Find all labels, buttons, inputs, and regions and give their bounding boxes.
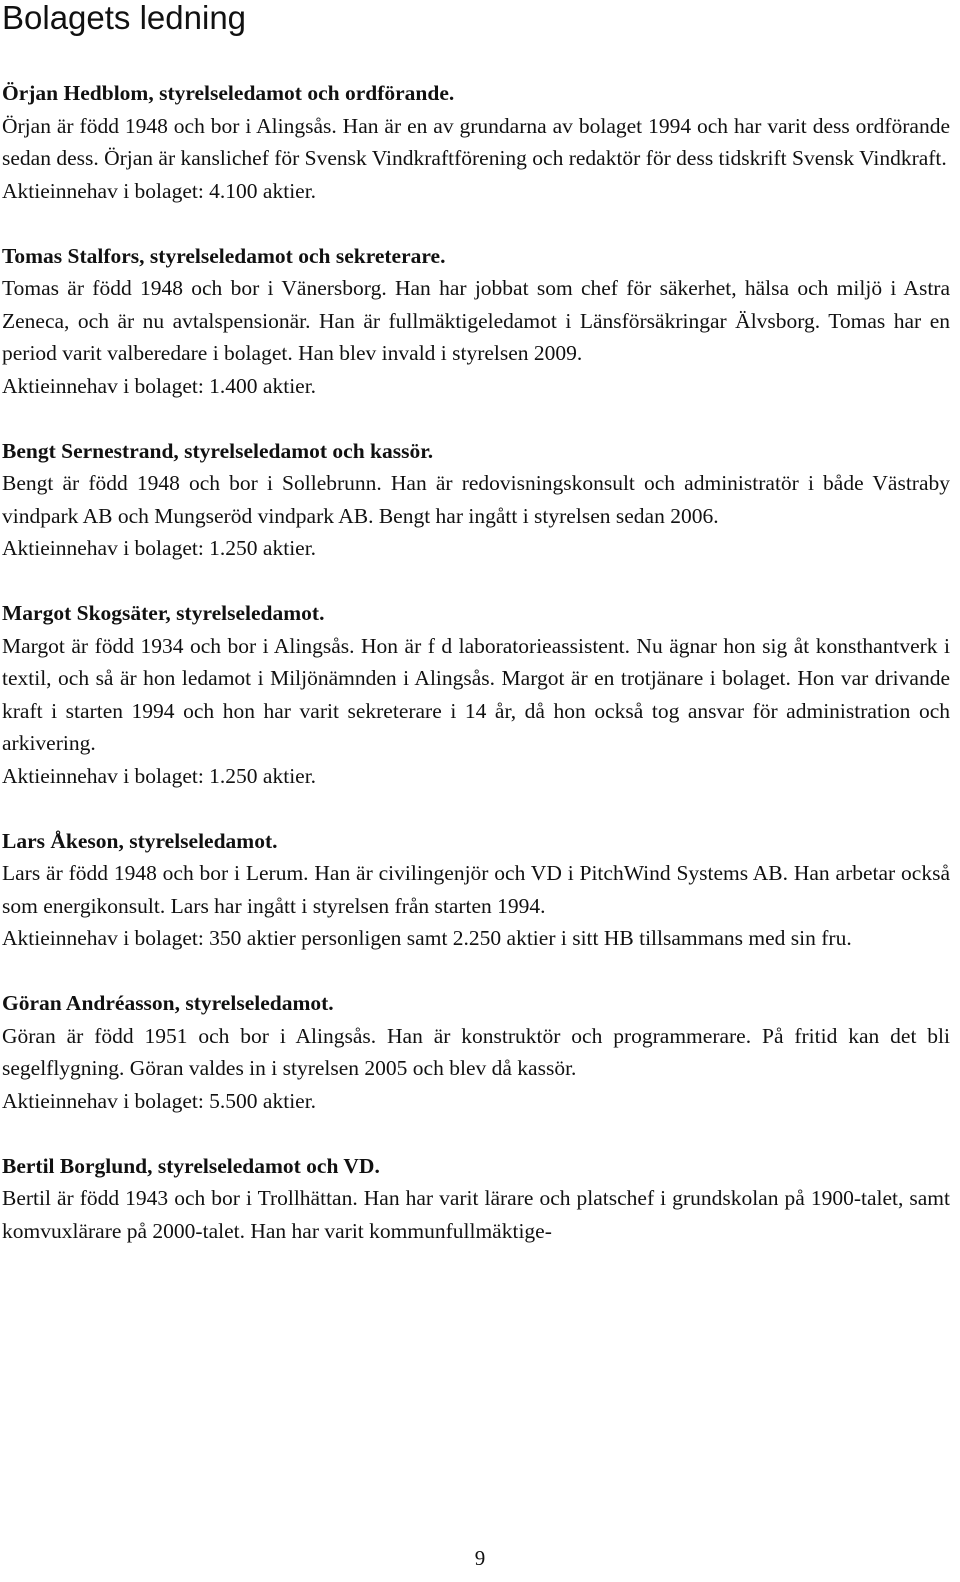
member-section bbox=[2, 240, 950, 403]
page-number: 9 bbox=[474, 1546, 486, 1570]
member-bio: Göran är född 1951 och bor i Alingsås. Han är konstruktör och programmerare. På fritid kan det bli segelflygning. Göran valdes in i styrelsen 2005 och blev då kassör. bbox=[2, 1023, 950, 1080]
member-bio: Tomas är född 1948 och bor i Vänersborg. Han har jobbat som chef för säkerhet, hälsa och miljö i Astra Zeneca, och är nu avtalspensionär. Han är fullmäktigeledamot i Länsförsäkringar Älvsborg. Tomas har en period varit valberedare i bolaget. Han blev invald i styrelsen 2009. bbox=[2, 276, 950, 365]
member-section bbox=[2, 987, 950, 1117]
member-holding: Aktieinnehav i bolaget: 1.250 aktier. bbox=[2, 763, 317, 788]
member-name: Örjan Hedblom, styrelseledamot och ordförande. bbox=[2, 81, 455, 105]
member-section bbox=[2, 1150, 950, 1248]
member-bio: Bertil är född 1943 och bor i Trollhättan. Han har varit lärare och platschef i grundskolan på 1900-talet, samt komvuxlärare på 2000-talet. Han har varit kommunfullmäktige- bbox=[2, 1186, 950, 1243]
member-name: Göran Andréasson, styrelseledamot. bbox=[2, 991, 334, 1015]
member-section bbox=[2, 597, 950, 792]
page-title: Bolagets ledning bbox=[2, 0, 247, 36]
member-holding: Aktieinnehav i bolaget: 1.250 aktier. bbox=[2, 536, 317, 560]
member-holding: Aktieinnehav i bolaget: 1.400 aktier. bbox=[2, 373, 317, 398]
member-name: Bengt Sernestrand, styrelseledamot och kassör. bbox=[2, 438, 434, 463]
document-body bbox=[2, 77, 950, 1280]
member-section bbox=[2, 825, 950, 955]
member-bio: Margot är född 1934 och bor i Alingsås. Hon är f d laboratorieassistent. Nu ägnar hon sig åt konsthantverk i textil, och så är hon ledamot i Miljönämnden i Alingsås. Margot är en trotjänare i bolaget. Hon var drivande kraft i starten 1994 och hon har varit sekreterare i 14 år, då hon också tog ansvar för administration och arkivering. bbox=[2, 633, 950, 755]
member-holding: Aktieinnehav i bolaget: 350 aktier personligen samt 2.250 aktier i sitt HB tillsammans med sin fru. bbox=[2, 926, 852, 950]
member-name: Margot Skogsäter, styrelseledamot. bbox=[2, 601, 325, 625]
member-name: Lars Åkeson, styrelseledamot. bbox=[2, 828, 278, 853]
member-bio: Bengt är född 1948 och bor i Sollebrunn. Han är redovisningskonsult och administratör i både Västraby vindpark AB och Mungseröd vindpark AB. Bengt har ingått i styrelsen sedan 2006. bbox=[2, 471, 950, 528]
member-name: Tomas Stalfors, styrelseledamot och sekreterare. bbox=[2, 243, 446, 268]
member-name: Bertil Borglund, styrelseledamot och VD. bbox=[2, 1153, 380, 1178]
member-section bbox=[2, 435, 950, 565]
member-bio: Örjan är född 1948 och bor i Alingsås. Han är en av grundarna av bolaget 1994 och har varit dess ordförande sedan dess. Örjan är kanslichef för Svensk Vindkraftförening och redaktör för dess tidskrift Svensk Vindkraft. bbox=[2, 113, 950, 170]
member-holding: Aktieinnehav i bolaget: 5.500 aktier. bbox=[2, 1088, 317, 1113]
member-holding: Aktieinnehav i bolaget: 4.100 aktier. bbox=[2, 178, 317, 203]
member-bio: Lars är född 1948 och bor i Lerum. Han är civilingenjör och VD i PitchWind Systems AB. Han arbetar också som energikonsult. Lars har ingått i styrelsen från starten 1994. bbox=[2, 861, 950, 918]
member-section bbox=[2, 77, 950, 207]
